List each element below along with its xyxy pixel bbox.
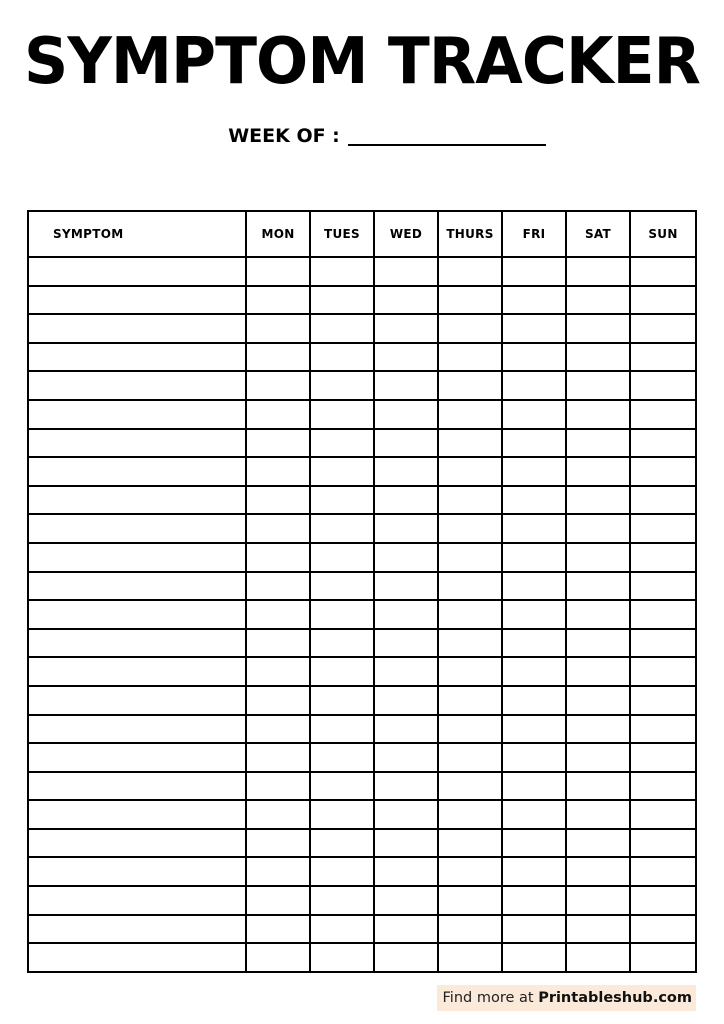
day-cell[interactable] (374, 800, 438, 829)
day-cell[interactable] (566, 429, 630, 458)
day-cell[interactable] (438, 686, 502, 715)
symptom-cell[interactable] (28, 743, 246, 772)
day-cell[interactable] (630, 543, 696, 572)
day-cell[interactable] (374, 572, 438, 601)
day-cell[interactable] (502, 457, 566, 486)
day-cell[interactable] (438, 486, 502, 515)
day-cell[interactable] (374, 857, 438, 886)
day-cell[interactable] (566, 543, 630, 572)
week-of-label: WEEK OF : (228, 125, 340, 147)
table-row (28, 543, 696, 572)
day-cell[interactable] (246, 886, 310, 915)
day-cell[interactable] (310, 857, 374, 886)
day-cell[interactable] (502, 600, 566, 629)
day-cell[interactable] (438, 600, 502, 629)
table-row (28, 915, 696, 944)
day-cell[interactable] (566, 772, 630, 801)
column-header-tues: TUES (310, 211, 374, 257)
table-row (28, 857, 696, 886)
day-cell[interactable] (374, 772, 438, 801)
day-cell[interactable] (310, 743, 374, 772)
day-cell[interactable] (374, 657, 438, 686)
day-cell[interactable] (630, 371, 696, 400)
symptom-cell[interactable] (28, 371, 246, 400)
day-cell[interactable] (438, 657, 502, 686)
table-body (28, 257, 696, 972)
table-row (28, 600, 696, 629)
day-cell[interactable] (310, 257, 374, 286)
symptom-cell[interactable] (28, 343, 246, 372)
column-header-sat: SAT (566, 211, 630, 257)
day-cell[interactable] (310, 314, 374, 343)
day-cell[interactable] (374, 371, 438, 400)
column-header-mon: MON (246, 211, 310, 257)
day-cell[interactable] (566, 457, 630, 486)
day-cell[interactable] (438, 886, 502, 915)
day-cell[interactable] (374, 457, 438, 486)
day-cell[interactable] (438, 514, 502, 543)
table-row (28, 886, 696, 915)
day-cell[interactable] (246, 514, 310, 543)
day-cell[interactable] (246, 943, 310, 972)
day-cell[interactable] (502, 429, 566, 458)
day-cell[interactable] (438, 629, 502, 658)
day-cell[interactable] (374, 629, 438, 658)
day-cell[interactable] (630, 715, 696, 744)
day-cell[interactable] (310, 572, 374, 601)
week-of-blank-line[interactable] (348, 144, 546, 146)
footer-brand-link[interactable]: Printableshub.com (538, 990, 692, 1006)
day-cell[interactable] (630, 886, 696, 915)
day-cell[interactable] (438, 400, 502, 429)
day-cell[interactable] (566, 943, 630, 972)
day-cell[interactable] (246, 343, 310, 372)
symptom-cell[interactable] (28, 915, 246, 944)
day-cell[interactable] (310, 400, 374, 429)
day-cell[interactable] (438, 772, 502, 801)
table-row (28, 286, 696, 315)
day-cell[interactable] (310, 629, 374, 658)
day-cell[interactable] (438, 572, 502, 601)
day-cell[interactable] (502, 486, 566, 515)
table-row (28, 943, 696, 972)
day-cell[interactable] (566, 915, 630, 944)
day-cell[interactable] (246, 486, 310, 515)
day-cell[interactable] (566, 286, 630, 315)
day-cell[interactable] (630, 514, 696, 543)
day-cell[interactable] (310, 486, 374, 515)
day-cell[interactable] (246, 572, 310, 601)
day-cell[interactable] (630, 943, 696, 972)
day-cell[interactable] (246, 857, 310, 886)
symptom-cell[interactable] (28, 572, 246, 601)
day-cell[interactable] (246, 314, 310, 343)
symptom-cell[interactable] (28, 600, 246, 629)
day-cell[interactable] (566, 343, 630, 372)
day-cell[interactable] (374, 286, 438, 315)
table-row (28, 371, 696, 400)
day-cell[interactable] (630, 486, 696, 515)
day-cell[interactable] (438, 286, 502, 315)
day-cell[interactable] (246, 800, 310, 829)
table-row (28, 743, 696, 772)
page-title: SYMPTOM TRACKER (24, 25, 700, 99)
table-row (28, 572, 696, 601)
day-cell[interactable] (502, 629, 566, 658)
day-cell[interactable] (374, 314, 438, 343)
day-cell[interactable] (502, 572, 566, 601)
day-cell[interactable] (566, 829, 630, 858)
day-cell[interactable] (438, 743, 502, 772)
day-cell[interactable] (374, 886, 438, 915)
day-cell[interactable] (438, 715, 502, 744)
day-cell[interactable] (246, 371, 310, 400)
footer-credit (437, 985, 696, 1011)
day-cell[interactable] (630, 572, 696, 601)
symptom-cell[interactable] (28, 543, 246, 572)
symptom-cell[interactable] (28, 457, 246, 486)
day-cell[interactable] (246, 915, 310, 944)
day-cell[interactable] (566, 514, 630, 543)
day-cell[interactable] (374, 829, 438, 858)
day-cell[interactable] (630, 829, 696, 858)
day-cell[interactable] (374, 943, 438, 972)
day-cell[interactable] (502, 257, 566, 286)
day-cell[interactable] (374, 915, 438, 944)
day-cell[interactable] (310, 657, 374, 686)
day-cell[interactable] (310, 371, 374, 400)
day-cell[interactable] (246, 715, 310, 744)
day-cell[interactable] (566, 600, 630, 629)
day-cell[interactable] (374, 400, 438, 429)
day-cell[interactable] (246, 743, 310, 772)
day-cell[interactable] (310, 686, 374, 715)
day-cell[interactable] (374, 343, 438, 372)
day-cell[interactable] (502, 857, 566, 886)
table-row (28, 715, 696, 744)
day-cell[interactable] (246, 772, 310, 801)
table-row (28, 429, 696, 458)
day-cell[interactable] (566, 572, 630, 601)
day-cell[interactable] (374, 486, 438, 515)
day-cell[interactable] (310, 600, 374, 629)
day-cell[interactable] (438, 915, 502, 944)
day-cell[interactable] (566, 886, 630, 915)
table-row (28, 457, 696, 486)
day-cell[interactable] (246, 457, 310, 486)
day-cell[interactable] (502, 743, 566, 772)
day-cell[interactable] (310, 772, 374, 801)
day-cell[interactable] (630, 743, 696, 772)
day-cell[interactable] (630, 629, 696, 658)
symptom-cell[interactable] (28, 686, 246, 715)
symptom-tracker-table (27, 210, 697, 973)
day-cell[interactable] (502, 800, 566, 829)
table-row (28, 829, 696, 858)
day-cell[interactable] (502, 400, 566, 429)
day-cell[interactable] (566, 400, 630, 429)
day-cell[interactable] (246, 429, 310, 458)
symptom-cell[interactable] (28, 629, 246, 658)
table-row (28, 800, 696, 829)
symptom-cell[interactable] (28, 400, 246, 429)
footer-prefix: Find more at (442, 990, 534, 1006)
day-cell[interactable] (630, 314, 696, 343)
day-cell[interactable] (310, 829, 374, 858)
table-row (28, 629, 696, 658)
day-cell[interactable] (438, 257, 502, 286)
day-cell[interactable] (246, 257, 310, 286)
day-cell[interactable] (630, 457, 696, 486)
table-row (28, 257, 696, 286)
week-of-row (0, 112, 724, 148)
day-cell[interactable] (374, 543, 438, 572)
day-cell[interactable] (438, 457, 502, 486)
day-cell[interactable] (630, 657, 696, 686)
day-cell[interactable] (630, 257, 696, 286)
day-cell[interactable] (566, 314, 630, 343)
day-cell[interactable] (246, 600, 310, 629)
day-cell[interactable] (566, 629, 630, 658)
symptom-cell[interactable] (28, 829, 246, 858)
day-cell[interactable] (310, 915, 374, 944)
day-cell[interactable] (374, 715, 438, 744)
day-cell[interactable] (502, 314, 566, 343)
day-cell[interactable] (438, 943, 502, 972)
symptom-cell[interactable] (28, 429, 246, 458)
table-row (28, 343, 696, 372)
day-cell[interactable] (502, 943, 566, 972)
day-cell[interactable] (630, 286, 696, 315)
day-cell[interactable] (310, 343, 374, 372)
day-cell[interactable] (310, 286, 374, 315)
day-cell[interactable] (246, 657, 310, 686)
symptom-cell[interactable] (28, 800, 246, 829)
day-cell[interactable] (502, 915, 566, 944)
day-cell[interactable] (502, 514, 566, 543)
symptom-cell[interactable] (28, 772, 246, 801)
column-header-fri: FRI (502, 211, 566, 257)
day-cell[interactable] (502, 686, 566, 715)
day-cell[interactable] (374, 686, 438, 715)
symptom-cell[interactable] (28, 657, 246, 686)
symptom-cell[interactable] (28, 715, 246, 744)
symptom-cell[interactable] (28, 486, 246, 515)
day-cell[interactable] (566, 657, 630, 686)
day-cell[interactable] (246, 629, 310, 658)
table-row (28, 772, 696, 801)
column-header-wed: WED (374, 211, 438, 257)
day-cell[interactable] (566, 686, 630, 715)
day-cell[interactable] (502, 715, 566, 744)
table-header-row (28, 211, 696, 257)
day-cell[interactable] (310, 886, 374, 915)
table-row (28, 314, 696, 343)
day-cell[interactable] (438, 829, 502, 858)
symptom-cell[interactable] (28, 257, 246, 286)
day-cell[interactable] (630, 686, 696, 715)
day-cell[interactable] (630, 400, 696, 429)
day-cell[interactable] (246, 686, 310, 715)
column-header-thurs: THURS (438, 211, 502, 257)
day-cell[interactable] (438, 800, 502, 829)
day-cell[interactable] (310, 715, 374, 744)
day-cell[interactable] (502, 343, 566, 372)
day-cell[interactable] (246, 400, 310, 429)
day-cell[interactable] (566, 857, 630, 886)
day-cell[interactable] (630, 429, 696, 458)
day-cell[interactable] (630, 800, 696, 829)
day-cell[interactable] (246, 829, 310, 858)
day-cell[interactable] (630, 772, 696, 801)
day-cell[interactable] (502, 772, 566, 801)
day-cell[interactable] (502, 543, 566, 572)
day-cell[interactable] (566, 800, 630, 829)
symptom-cell[interactable] (28, 314, 246, 343)
column-header-symptom: SYMPTOM (28, 211, 246, 257)
day-cell[interactable] (630, 600, 696, 629)
day-cell[interactable] (566, 257, 630, 286)
day-cell[interactable] (310, 457, 374, 486)
day-cell[interactable] (438, 343, 502, 372)
day-cell[interactable] (438, 371, 502, 400)
day-cell[interactable] (310, 943, 374, 972)
day-cell[interactable] (374, 514, 438, 543)
day-cell[interactable] (438, 429, 502, 458)
symptom-cell[interactable] (28, 514, 246, 543)
day-cell[interactable] (566, 371, 630, 400)
table-row (28, 514, 696, 543)
day-cell[interactable] (438, 314, 502, 343)
day-cell[interactable] (630, 857, 696, 886)
table-row (28, 686, 696, 715)
day-cell[interactable] (438, 857, 502, 886)
day-cell[interactable] (566, 743, 630, 772)
table-row (28, 400, 696, 429)
symptom-cell[interactable] (28, 286, 246, 315)
day-cell[interactable] (374, 257, 438, 286)
day-cell[interactable] (246, 543, 310, 572)
day-cell[interactable] (630, 915, 696, 944)
day-cell[interactable] (374, 600, 438, 629)
day-cell[interactable] (630, 343, 696, 372)
day-cell[interactable] (374, 429, 438, 458)
day-cell[interactable] (310, 429, 374, 458)
day-cell[interactable] (502, 371, 566, 400)
day-cell[interactable] (502, 286, 566, 315)
day-cell[interactable] (502, 829, 566, 858)
symptom-cell[interactable] (28, 886, 246, 915)
day-cell[interactable] (310, 543, 374, 572)
day-cell[interactable] (246, 286, 310, 315)
day-cell[interactable] (310, 514, 374, 543)
symptom-cell[interactable] (28, 857, 246, 886)
table-row (28, 657, 696, 686)
day-cell[interactable] (502, 886, 566, 915)
column-header-sun: SUN (630, 211, 696, 257)
day-cell[interactable] (438, 543, 502, 572)
day-cell[interactable] (374, 743, 438, 772)
day-cell[interactable] (310, 800, 374, 829)
day-cell[interactable] (502, 657, 566, 686)
table-row (28, 486, 696, 515)
symptom-cell[interactable] (28, 943, 246, 972)
day-cell[interactable] (566, 715, 630, 744)
day-cell[interactable] (566, 486, 630, 515)
